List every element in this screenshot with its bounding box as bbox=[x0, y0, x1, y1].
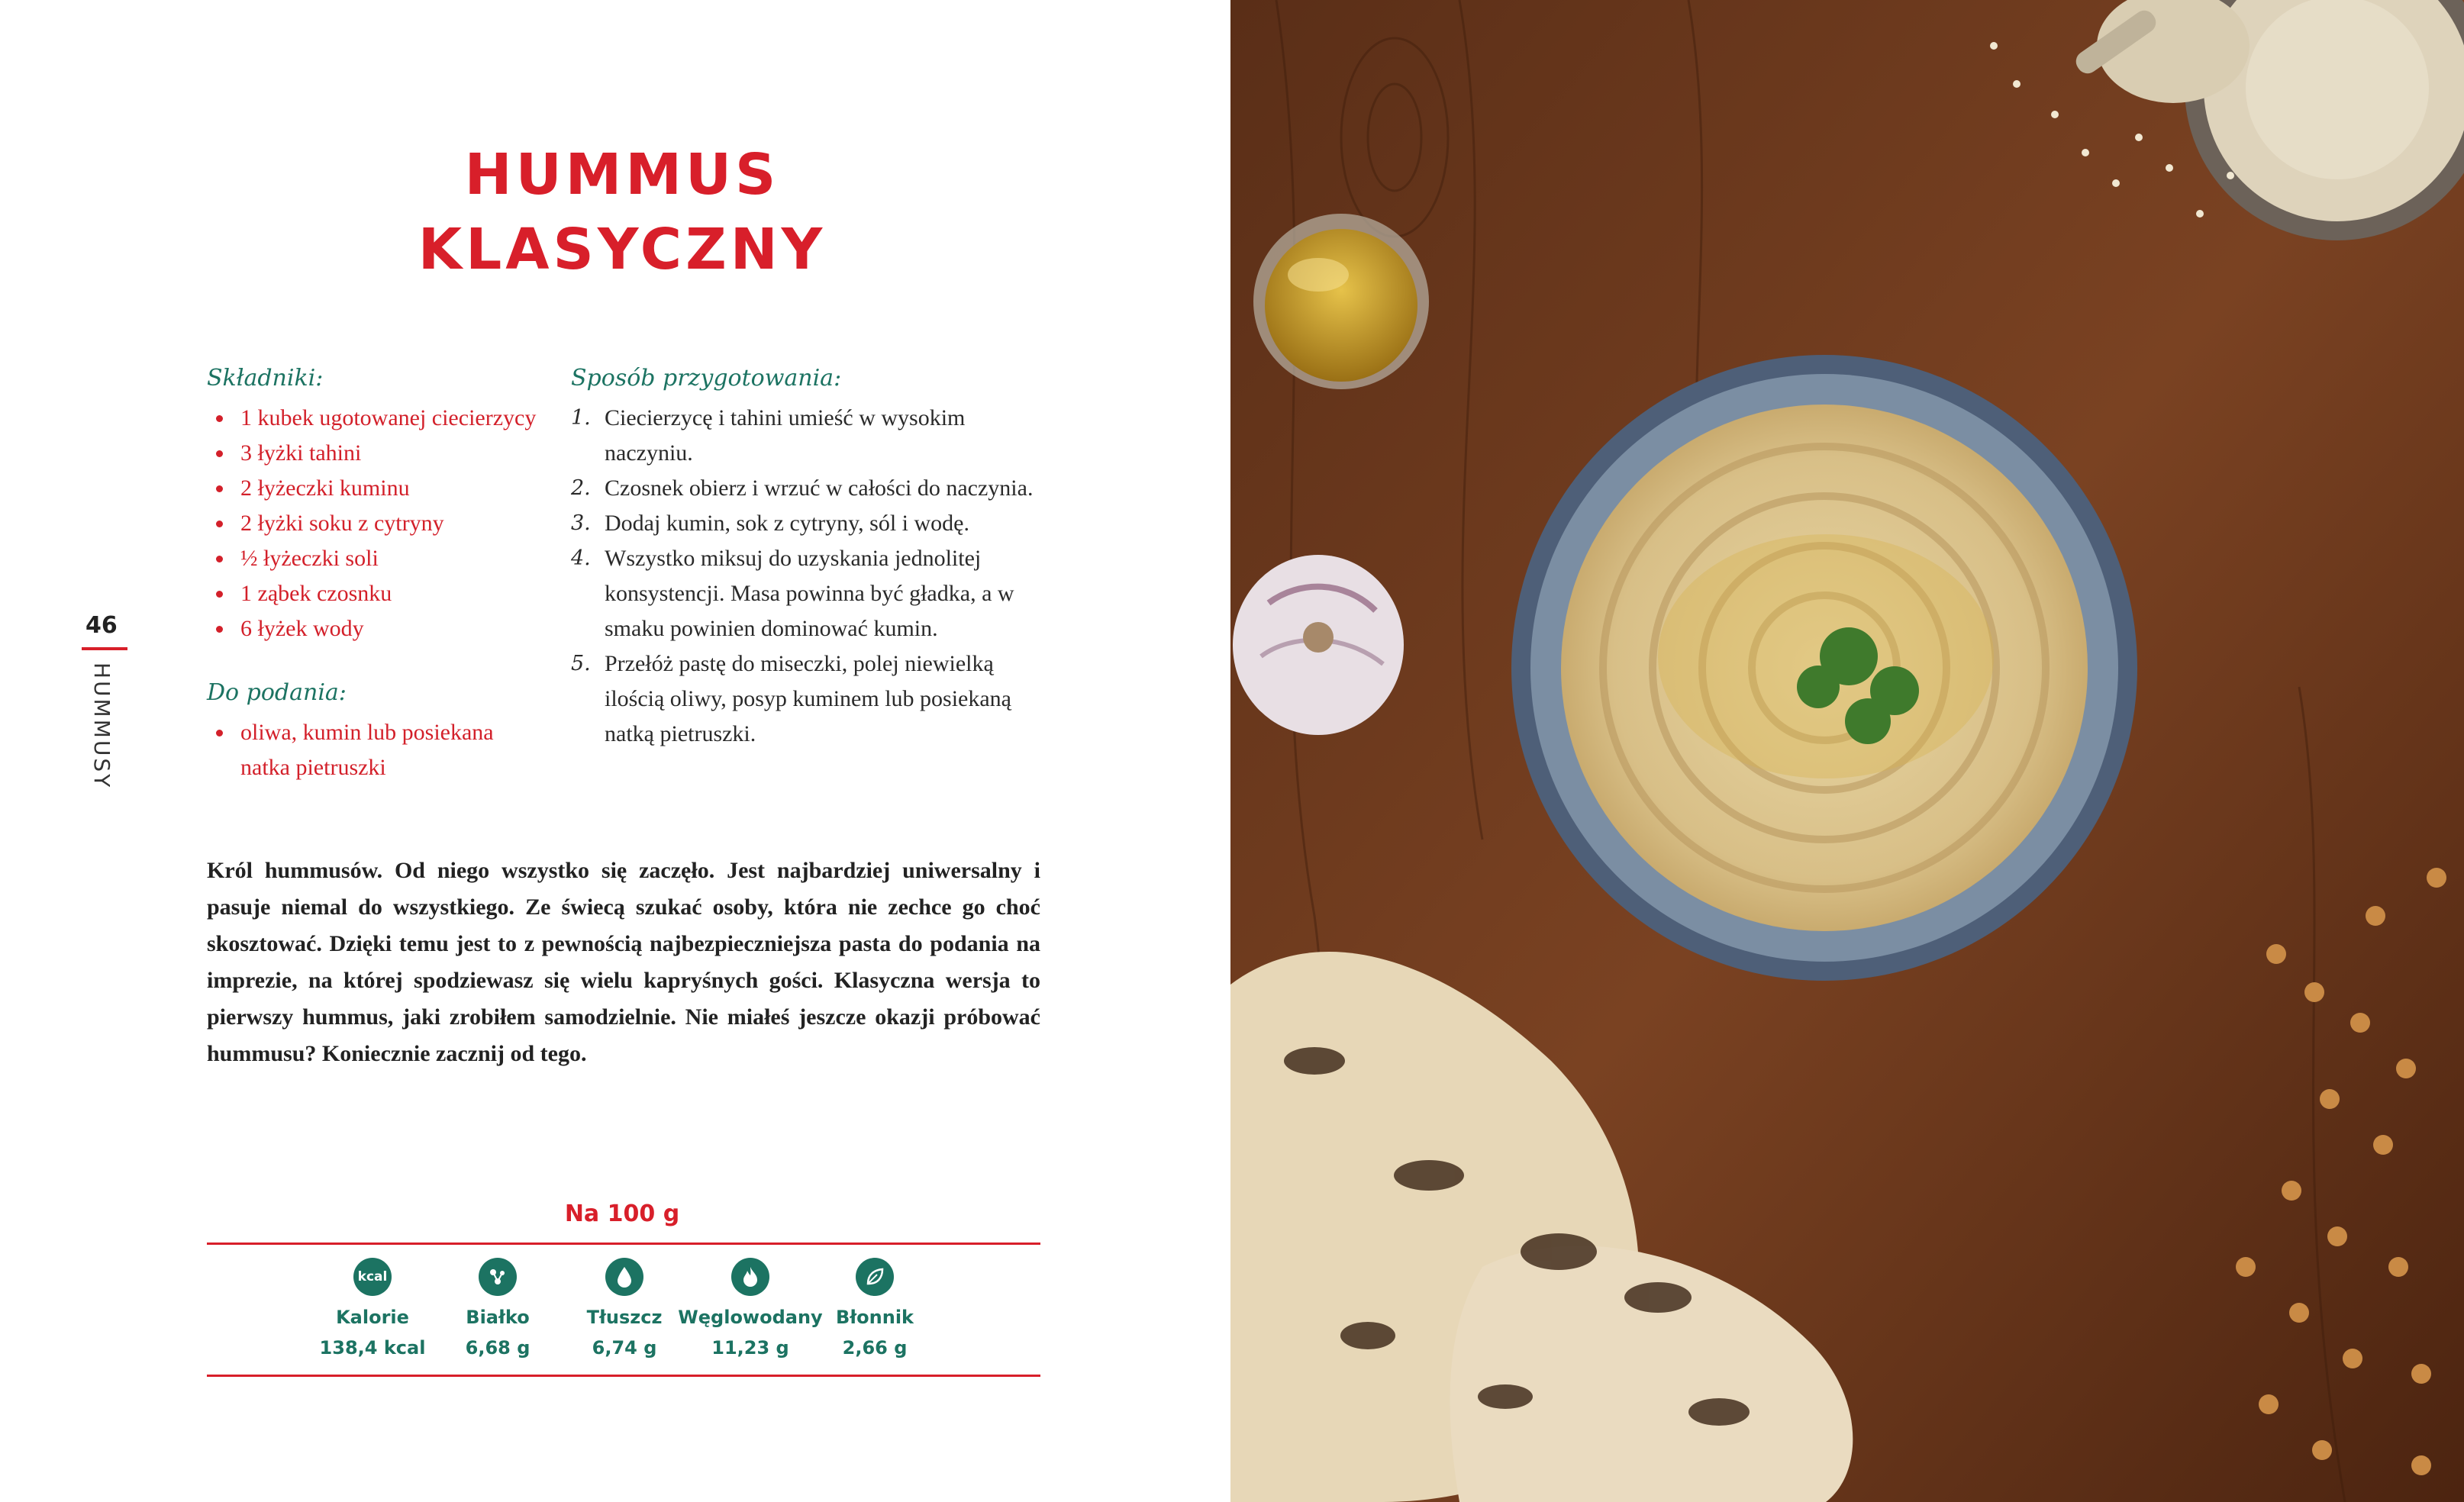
step-number: 1. bbox=[571, 406, 591, 430]
method-step bbox=[571, 646, 1044, 752]
ingredient-item: ½ łyżeczki soli bbox=[207, 541, 558, 576]
flame-icon bbox=[731, 1258, 769, 1296]
nutrition-heading: Na 100 g bbox=[564, 1201, 680, 1227]
title-line-2: KLASYCZNY bbox=[418, 217, 827, 282]
step-text: Dodaj kumin, sok z cytryny, sól i wodę. bbox=[605, 511, 969, 536]
method-step bbox=[571, 401, 1044, 471]
method-steps bbox=[571, 401, 1044, 752]
serving-block bbox=[207, 679, 527, 785]
serving-item: oliwa, kumin lub posiekana natka pietruszki bbox=[207, 715, 527, 785]
leaf-icon bbox=[856, 1258, 894, 1296]
ingredients-block bbox=[207, 365, 558, 646]
ingredient-item: 3 łyżki tahini bbox=[207, 436, 558, 471]
left-page bbox=[0, 0, 1230, 1502]
method-step bbox=[571, 471, 1044, 506]
nutrition-value: 6,68 g bbox=[465, 1337, 531, 1359]
ingredients-heading: Składniki: bbox=[207, 365, 324, 392]
hummus-photo bbox=[1230, 0, 2464, 1502]
garlic-bulb bbox=[1233, 555, 1404, 735]
ingredient-item: 1 ząbek czosnku bbox=[207, 576, 558, 611]
hummus-photo-illustration bbox=[1230, 0, 2464, 1502]
nutrition-top-rule bbox=[207, 1243, 1040, 1245]
ingredients-list bbox=[207, 401, 558, 646]
nutrition-label: Węglowodany bbox=[678, 1307, 823, 1328]
nutrition-label: Białko bbox=[466, 1307, 530, 1328]
intro-paragraph: Król hummusów. Od niego wszystko się zaczęło. Jest najbardziej uniwersalny i pasuje niemal do wszystkiego. Ze świecą szukać osoby, która nie zechce go choć skosztować. Dzięki temu jest to z pewnością najbezpieczniejsza pasta do podania na imprezie, na której spodziewasz się wielu kapryśnych gości. Klasyczna wersja to pierwszy hummus, jaki zrobiłem samodzielnie. Nie miałeś jeszcze okazji próbować hummusu? Koniecznie zacznij od tego. bbox=[207, 858, 1040, 1066]
nutrition-label: Błonnik bbox=[835, 1307, 914, 1328]
section-name: HUMMUSY bbox=[89, 662, 114, 790]
ingredient-item: 2 łyżeczki kuminu bbox=[207, 471, 558, 506]
serving-heading: Do podania: bbox=[207, 679, 347, 706]
nutrition-value: 6,74 g bbox=[592, 1337, 657, 1359]
method-step bbox=[571, 506, 1044, 541]
ingredient-item: 6 łyżek wody bbox=[207, 611, 558, 646]
method-block bbox=[571, 365, 1044, 752]
step-text: Wszystko miksuj do uzyskania jednolitej konsystencji. Masa powinna być gładka, a w smaku powinien dominować kumin. bbox=[605, 546, 1014, 641]
nutrition-value: 2,66 g bbox=[842, 1337, 908, 1359]
title-line-1: HUMMUS bbox=[464, 142, 780, 208]
step-number: 3. bbox=[571, 511, 591, 535]
step-number: 2. bbox=[571, 476, 591, 500]
protein-icon bbox=[479, 1258, 517, 1296]
nutrition-item-fiber bbox=[798, 1258, 951, 1359]
method-heading: Sposób przygotowania: bbox=[571, 365, 842, 392]
method-step bbox=[571, 541, 1044, 646]
nutrition-label: Kalorie bbox=[336, 1307, 409, 1328]
recipe-title bbox=[0, 137, 1244, 287]
page-number-rule bbox=[82, 647, 127, 650]
kcal-icon: kcal bbox=[353, 1258, 392, 1296]
nutrition-label: Tłuszcz bbox=[586, 1307, 663, 1328]
step-text: Czosnek obierz i wrzuć w całości do naczynia. bbox=[605, 475, 1034, 501]
ingredient-item: 2 łyżki soku z cytryny bbox=[207, 506, 558, 541]
step-number: 4. bbox=[571, 546, 591, 570]
nutrition-value: 11,23 g bbox=[711, 1337, 789, 1359]
nutrition-bottom-rule bbox=[207, 1375, 1040, 1377]
olive-oil-glass bbox=[1253, 214, 1429, 389]
step-text: Ciecierzycę i tahini umieść w wysokim naczyniu. bbox=[605, 405, 966, 466]
fat-drop-icon bbox=[605, 1258, 643, 1296]
hummus-bowl bbox=[1511, 355, 2137, 981]
step-text: Przełóż pastę do miseczki, polej niewielką ilością oliwy, posyp kuminem lub posiekaną natką pietruszki. bbox=[605, 651, 1011, 746]
step-number: 5. bbox=[571, 652, 591, 675]
page-number: 46 bbox=[85, 612, 118, 639]
ingredient-item: 1 kubek ugotowanej ciecierzycy bbox=[207, 401, 558, 436]
nutrition-value: 138,4 kcal bbox=[319, 1337, 426, 1359]
serving-list bbox=[207, 715, 527, 785]
